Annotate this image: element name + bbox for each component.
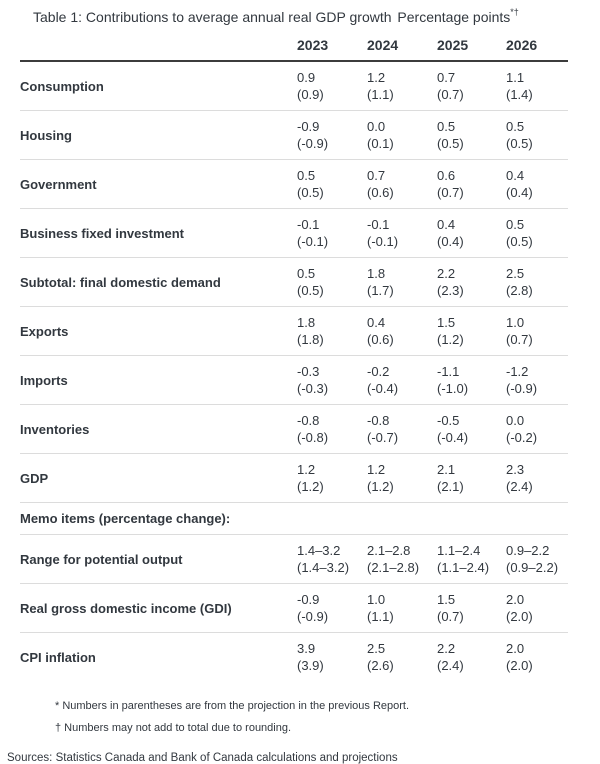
previous-projection-value: (-0.2): [506, 430, 538, 445]
current-projection-value: -1.2: [506, 364, 529, 379]
data-cell: [430, 111, 499, 160]
data-cell: [430, 160, 499, 209]
previous-projection-value: (0.6): [367, 332, 394, 347]
data-cell: [499, 307, 568, 356]
table-row: [20, 258, 568, 307]
current-projection-value: 1.2: [367, 462, 386, 477]
previous-projection-value: (0.4): [506, 185, 533, 200]
data-cell: [360, 209, 430, 258]
table-footnote-markers: *†: [510, 7, 519, 18]
data-cell: [499, 454, 568, 503]
table-row: [20, 405, 568, 454]
current-projection-value: 1.1–2.4: [437, 543, 481, 558]
current-projection-value: 0.9–2.2: [506, 543, 550, 558]
current-projection-value: 3.9: [297, 641, 316, 656]
previous-projection-value: (0.7): [437, 185, 464, 200]
section-header-label: Memo items (percentage change):: [20, 511, 231, 526]
row-label: Subtotal: final domestic demand: [20, 274, 221, 290]
column-header-2023: 2023: [290, 35, 360, 61]
previous-projection-value: (0.4): [437, 234, 464, 249]
column-header-2025: 2025: [430, 35, 499, 61]
current-projection-value: 0.4: [437, 217, 456, 232]
source-line: Sources: Statistics Canada and Bank of Canada calculations and projections: [7, 752, 398, 764]
table-row: [20, 584, 568, 633]
current-projection-value: 0.7: [367, 168, 386, 183]
current-projection-value: 0.5: [297, 168, 316, 183]
previous-projection-value: (0.7): [506, 332, 533, 347]
footnote-dagger: † Numbers may not add to total due to rounding.: [55, 722, 292, 734]
current-projection-value: -1.1: [437, 364, 460, 379]
previous-projection-value: (-0.8): [297, 430, 329, 445]
data-cell: [290, 160, 360, 209]
row-label: Exports: [20, 323, 69, 339]
table-row: [20, 111, 568, 160]
data-cell: [290, 454, 360, 503]
row-label: Business fixed investment: [20, 225, 184, 241]
data-cell: [499, 111, 568, 160]
current-projection-value: 2.0: [506, 641, 525, 656]
previous-projection-value: (-0.1): [297, 234, 329, 249]
current-projection-value: 0.4: [506, 168, 525, 183]
previous-projection-value: (0.5): [297, 185, 324, 200]
table-row: [20, 61, 568, 111]
previous-projection-value: (2.4): [506, 479, 533, 494]
data-cell: [290, 405, 360, 454]
previous-projection-value: (0.5): [506, 234, 533, 249]
current-projection-value: 1.2: [297, 462, 316, 477]
previous-projection-value: (0.7): [437, 87, 464, 102]
current-projection-value: -0.1: [297, 217, 320, 232]
current-projection-value: 2.5: [367, 641, 386, 656]
data-cell: [360, 111, 430, 160]
table-body: [20, 61, 568, 681]
table-row: [20, 307, 568, 356]
current-projection-value: 0.0: [506, 413, 525, 428]
current-projection-value: -0.9: [297, 119, 320, 134]
previous-projection-value: (1.1–2.4): [437, 560, 490, 575]
previous-projection-value: (-0.9): [506, 381, 538, 396]
data-cell: [430, 454, 499, 503]
data-cell: [290, 111, 360, 160]
data-cell: [499, 633, 568, 682]
data-cell: [360, 405, 430, 454]
row-label: GDP: [20, 470, 49, 486]
row-label: Consumption: [20, 78, 104, 94]
current-projection-value: 0.5: [506, 217, 525, 232]
data-cell: [290, 307, 360, 356]
gdp-contributions-table: [20, 35, 568, 681]
previous-projection-value: (1.2): [297, 479, 324, 494]
data-cell: [430, 405, 499, 454]
current-projection-value: 0.5: [506, 119, 525, 134]
data-cell: [430, 209, 499, 258]
data-cell: [430, 258, 499, 307]
previous-projection-value: (-0.3): [297, 381, 329, 396]
current-projection-value: 0.9: [297, 70, 316, 85]
current-projection-value: 2.3: [506, 462, 525, 477]
previous-projection-value: (0.5): [297, 283, 324, 298]
current-projection-value: 1.1: [506, 70, 525, 85]
current-projection-value: 1.0: [506, 315, 525, 330]
previous-projection-value: (0.1): [367, 136, 394, 151]
current-projection-value: 2.2: [437, 266, 456, 281]
data-cell: [360, 61, 430, 111]
current-projection-value: -0.3: [297, 364, 320, 379]
row-label: Range for potential output: [20, 551, 183, 567]
current-projection-value: 1.2: [367, 70, 386, 85]
current-projection-value: 1.5: [437, 592, 456, 607]
data-cell: [430, 61, 499, 111]
previous-projection-value: (-0.4): [437, 430, 469, 445]
current-projection-value: -0.1: [367, 217, 390, 232]
current-projection-value: -0.8: [297, 413, 320, 428]
previous-projection-value: (0.6): [367, 185, 394, 200]
row-label: Imports: [20, 372, 68, 388]
previous-projection-value: (-0.1): [367, 234, 399, 249]
table-title: [33, 9, 600, 26]
data-cell: [290, 535, 360, 584]
previous-projection-value: (-0.4): [367, 381, 399, 396]
previous-projection-value: (0.9–2.2): [506, 560, 559, 575]
current-projection-value: -0.9: [297, 592, 320, 607]
current-projection-value: 2.2: [437, 641, 456, 656]
previous-projection-value: (1.2): [367, 479, 394, 494]
row-label: Housing: [20, 127, 72, 143]
data-cell: [430, 535, 499, 584]
current-projection-value: 1.8: [297, 315, 316, 330]
current-projection-value: -0.2: [367, 364, 390, 379]
footnote-asterisk: * Numbers in parentheses are from the projection in the previous Report.: [55, 700, 410, 712]
section-header-row: [20, 503, 568, 535]
current-projection-value: 2.1: [437, 462, 456, 477]
data-cell: [360, 160, 430, 209]
data-cell: [290, 633, 360, 682]
current-projection-value: 2.0: [506, 592, 525, 607]
data-cell: [360, 535, 430, 584]
current-projection-value: -0.5: [437, 413, 460, 428]
table-row: [20, 454, 568, 503]
table-header: [20, 35, 568, 61]
data-cell: [360, 258, 430, 307]
current-projection-value: 1.5: [437, 315, 456, 330]
data-cell: [360, 454, 430, 503]
current-projection-value: 1.8: [367, 266, 386, 281]
previous-projection-value: (1.2): [437, 332, 464, 347]
footnotes: [55, 695, 600, 739]
table-row: [20, 356, 568, 405]
previous-projection-value: (0.5): [506, 136, 533, 151]
previous-projection-value: (3.9): [297, 658, 324, 673]
current-projection-value: 1.0: [367, 592, 386, 607]
table-unit: Percentage points: [397, 9, 511, 25]
previous-projection-value: (2.1–2.8): [367, 560, 420, 575]
data-cell: [360, 584, 430, 633]
current-projection-value: -0.8: [367, 413, 390, 428]
data-cell: [499, 356, 568, 405]
data-cell: [360, 633, 430, 682]
previous-projection-value: (-1.0): [437, 381, 469, 396]
previous-projection-value: (1.1): [367, 87, 394, 102]
table-row: [20, 160, 568, 209]
data-cell: [430, 356, 499, 405]
data-cell: [290, 61, 360, 111]
data-cell: [499, 535, 568, 584]
previous-projection-value: (-0.9): [297, 136, 329, 151]
previous-projection-value: (2.0): [506, 658, 533, 673]
current-projection-value: 0.4: [367, 315, 386, 330]
data-cell: [290, 258, 360, 307]
table-title-text: Table 1: Contributions to average annual real GDP growth: [33, 9, 392, 25]
previous-projection-value: (2.0): [506, 609, 533, 624]
table-row: [20, 535, 568, 584]
data-cell: [430, 584, 499, 633]
previous-projection-value: (0.5): [437, 136, 464, 151]
previous-projection-value: (1.4): [506, 87, 533, 102]
previous-projection-value: (-0.9): [297, 609, 329, 624]
previous-projection-value: (0.7): [437, 609, 464, 624]
data-cell: [430, 633, 499, 682]
row-label: Government: [20, 176, 97, 192]
current-projection-value: 0.0: [367, 119, 386, 134]
row-label: Real gross domestic income (GDI): [20, 600, 232, 616]
current-projection-value: 0.6: [437, 168, 456, 183]
current-projection-value: 0.5: [297, 266, 316, 281]
data-cell: [499, 209, 568, 258]
previous-projection-value: (2.4): [437, 658, 464, 673]
data-cell: [290, 209, 360, 258]
data-cell: [499, 258, 568, 307]
column-header-2026: 2026: [499, 35, 568, 61]
data-cell: [499, 405, 568, 454]
header-row: [20, 35, 568, 61]
current-projection-value: 0.7: [437, 70, 456, 85]
current-projection-value: 0.5: [437, 119, 456, 134]
row-label: CPI inflation: [20, 649, 96, 665]
current-projection-value: 2.5: [506, 266, 525, 281]
data-cell: [430, 307, 499, 356]
previous-projection-value: (2.3): [437, 283, 464, 298]
data-cell: [499, 584, 568, 633]
previous-projection-value: (0.9): [297, 87, 324, 102]
previous-projection-value: (2.8): [506, 283, 533, 298]
data-cell: [499, 61, 568, 111]
row-label: Inventories: [20, 421, 90, 437]
previous-projection-value: (2.6): [367, 658, 394, 673]
column-header-2024: 2024: [360, 35, 430, 61]
previous-projection-value: (1.4–3.2): [297, 560, 350, 575]
data-cell: [360, 307, 430, 356]
previous-projection-value: (1.8): [297, 332, 324, 347]
current-projection-value: 1.4–3.2: [297, 543, 341, 558]
table-row: [20, 633, 568, 682]
previous-projection-value: (2.1): [437, 479, 464, 494]
data-cell: [360, 356, 430, 405]
data-cell: [499, 160, 568, 209]
previous-projection-value: (-0.7): [367, 430, 399, 445]
current-projection-value: 2.1–2.8: [367, 543, 411, 558]
previous-projection-value: (1.1): [367, 609, 394, 624]
table-row: [20, 209, 568, 258]
header-label-spacer: [20, 35, 290, 61]
data-cell: [290, 356, 360, 405]
previous-projection-value: (1.7): [367, 283, 394, 298]
data-cell: [290, 584, 360, 633]
